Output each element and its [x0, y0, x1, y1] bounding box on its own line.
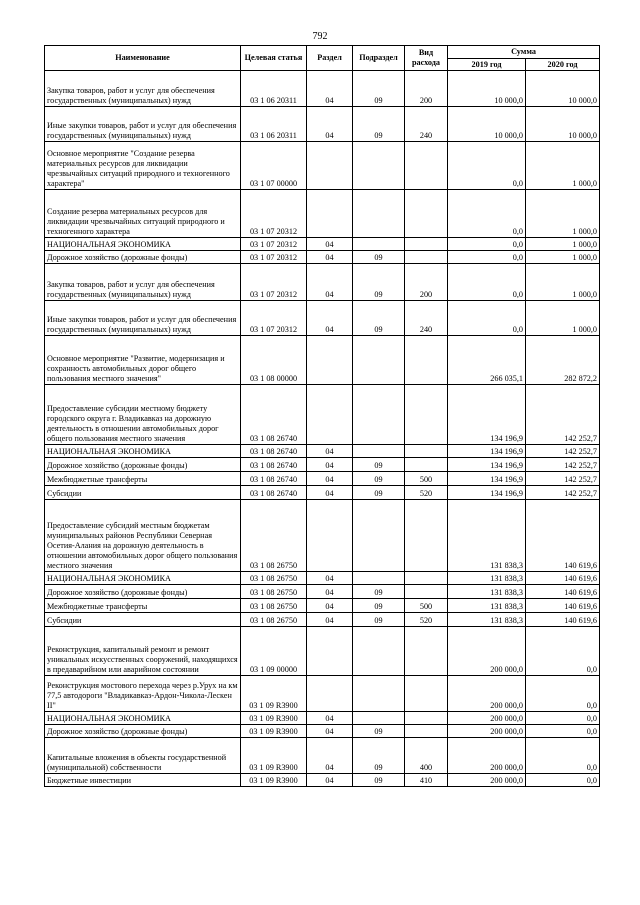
cell-name: Закупка товаров, работ и услуг для обеспечения государственных (муниципальных) нужд — [45, 264, 241, 301]
cell-sum-2020: 0,0 — [526, 738, 600, 774]
cell-subsection: 09 — [353, 585, 405, 599]
cell-expense-type — [405, 251, 448, 264]
cell-name: Межбюджетные трансферты — [45, 472, 241, 486]
cell-sum-2020: 142 252,7 — [526, 385, 600, 445]
cell-expense-type: 520 — [405, 486, 448, 500]
table-row — [45, 301, 600, 336]
cell-subsection: 09 — [353, 301, 405, 336]
table-row — [45, 238, 600, 251]
table-row — [45, 190, 600, 238]
cell-name: Иные закупки товаров, работ и услуг для обеспечения государственных (муниципальных) нужд — [45, 301, 241, 336]
cell-sum-2019: 10 000,0 — [448, 107, 526, 142]
cell-expense-type: 410 — [405, 774, 448, 787]
cell-subsection — [353, 627, 405, 676]
cell-subsection: 09 — [353, 738, 405, 774]
cell-section: 04 — [307, 486, 353, 500]
cell-expense-type — [405, 190, 448, 238]
cell-section: 04 — [307, 458, 353, 472]
cell-target-code: 03 1 09 00000 — [241, 627, 307, 676]
table-row — [45, 336, 600, 385]
cell-section: 04 — [307, 725, 353, 738]
cell-sum-2020: 1 000,0 — [526, 142, 600, 190]
cell-sum-2019: 0,0 — [448, 238, 526, 251]
cell-sum-2019: 131 838,3 — [448, 585, 526, 599]
cell-sum-2019: 131 838,3 — [448, 599, 526, 613]
page-number: 792 — [312, 31, 328, 42]
cell-section: 04 — [307, 71, 353, 107]
cell-name: Предоставление субсидий местным бюджетам муниципальных районов Республики Северная Осетия-Алания на дорожную деятельность в отношении автомобильных дорог общего пользования местного значения — [45, 500, 241, 572]
header-sum: Сумма — [448, 46, 600, 59]
cell-name: Реконструкция, капитальный ремонт и ремонт уникальных искусственных сооружений, находящихся в предаварийном или аварийном состоянии — [45, 627, 241, 676]
cell-subsection — [353, 500, 405, 572]
cell-target-code: 03 1 08 26740 — [241, 445, 307, 458]
cell-target-code: 03 1 09 R3900 — [241, 712, 307, 725]
cell-target-code: 03 1 07 20312 — [241, 264, 307, 301]
table-row — [45, 572, 600, 585]
cell-subsection — [353, 190, 405, 238]
table-row — [45, 264, 600, 301]
cell-expense-type — [405, 585, 448, 599]
table-row — [45, 486, 600, 500]
cell-expense-type — [405, 238, 448, 251]
cell-section: 04 — [307, 251, 353, 264]
cell-section — [307, 336, 353, 385]
cell-target-code: 03 1 08 26750 — [241, 599, 307, 613]
cell-sum-2019: 134 196,9 — [448, 486, 526, 500]
cell-expense-type — [405, 712, 448, 725]
cell-sum-2020: 140 619,6 — [526, 572, 600, 585]
cell-sum-2020: 142 252,7 — [526, 458, 600, 472]
table-header — [45, 46, 600, 71]
cell-expense-type — [405, 385, 448, 445]
cell-sum-2019: 0,0 — [448, 251, 526, 264]
cell-expense-type — [405, 627, 448, 676]
cell-target-code: 03 1 08 26750 — [241, 500, 307, 572]
cell-sum-2020: 1 000,0 — [526, 251, 600, 264]
cell-sum-2020: 10 000,0 — [526, 107, 600, 142]
cell-subsection: 09 — [353, 458, 405, 472]
cell-target-code: 03 1 09 R3900 — [241, 676, 307, 712]
header-year-2019: 2019 год — [448, 59, 526, 71]
cell-subsection: 09 — [353, 725, 405, 738]
cell-expense-type — [405, 458, 448, 472]
cell-subsection: 09 — [353, 599, 405, 613]
cell-section: 04 — [307, 572, 353, 585]
cell-sum-2019: 134 196,9 — [448, 385, 526, 445]
cell-expense-type — [405, 445, 448, 458]
cell-subsection: 09 — [353, 264, 405, 301]
table-row — [45, 472, 600, 486]
cell-name: Основное мероприятие "Создание резерва материальных ресурсов для ликвидации чрезвычайных ситуаций природного и техногенного характера" — [45, 142, 241, 190]
table-row — [45, 599, 600, 613]
cell-name: Основное мероприятие "Развитие, модернизация и сохранность автомобильных дорог общего пользования местного значения" — [45, 336, 241, 385]
cell-section — [307, 676, 353, 712]
cell-name: НАЦИОНАЛЬНАЯ ЭКОНОМИКА — [45, 572, 241, 585]
cell-name: НАЦИОНАЛЬНАЯ ЭКОНОМИКА — [45, 712, 241, 725]
cell-expense-type: 500 — [405, 472, 448, 486]
cell-subsection — [353, 142, 405, 190]
cell-subsection: 09 — [353, 486, 405, 500]
cell-name: НАЦИОНАЛЬНАЯ ЭКОНОМИКА — [45, 238, 241, 251]
cell-name: Дорожное хозяйство (дорожные фонды) — [45, 251, 241, 264]
table-row — [45, 458, 600, 472]
cell-section — [307, 385, 353, 445]
cell-sum-2020: 0,0 — [526, 712, 600, 725]
table-row — [45, 627, 600, 676]
header-target: Целевая статья — [241, 46, 307, 71]
cell-sum-2020: 0,0 — [526, 774, 600, 787]
cell-sum-2020: 1 000,0 — [526, 264, 600, 301]
header-year-2020: 2020 год — [526, 59, 600, 71]
cell-sum-2020: 140 619,6 — [526, 585, 600, 599]
table-row — [45, 251, 600, 264]
cell-target-code: 03 1 09 R3900 — [241, 738, 307, 774]
cell-section: 04 — [307, 585, 353, 599]
cell-section — [307, 500, 353, 572]
cell-sum-2019: 134 196,9 — [448, 472, 526, 486]
cell-section: 04 — [307, 445, 353, 458]
cell-sum-2020: 1 000,0 — [526, 301, 600, 336]
cell-name: Предоставление субсидии местному бюджету городского округа г. Владикавказ на дорожную деятельность в отношении автомобильных дорог общего пользования местного значения — [45, 385, 241, 445]
table-row — [45, 585, 600, 599]
cell-sum-2019: 0,0 — [448, 264, 526, 301]
cell-sum-2019: 131 838,3 — [448, 572, 526, 585]
cell-target-code: 03 1 06 20311 — [241, 71, 307, 107]
cell-section — [307, 190, 353, 238]
cell-sum-2019: 0,0 — [448, 190, 526, 238]
cell-section: 04 — [307, 264, 353, 301]
cell-sum-2019: 200 000,0 — [448, 774, 526, 787]
table-row — [45, 500, 600, 572]
cell-subsection: 09 — [353, 107, 405, 142]
header-name: Наименование — [45, 46, 241, 71]
cell-name: Закупка товаров, работ и услуг для обеспечения государственных (муниципальных) нужд — [45, 71, 241, 107]
cell-sum-2020: 140 619,6 — [526, 613, 600, 627]
cell-name: Реконструкция мостового перехода через р.Урух на км 77,5 автодороги "Владикавказ-Ардон-Чикола-Лескен II" — [45, 676, 241, 712]
cell-subsection — [353, 712, 405, 725]
table-row — [45, 725, 600, 738]
cell-subsection — [353, 238, 405, 251]
cell-section — [307, 627, 353, 676]
cell-expense-type: 520 — [405, 613, 448, 627]
cell-expense-type — [405, 725, 448, 738]
cell-target-code: 03 1 07 20312 — [241, 251, 307, 264]
cell-expense-type — [405, 500, 448, 572]
cell-name: НАЦИОНАЛЬНАЯ ЭКОНОМИКА — [45, 445, 241, 458]
cell-sum-2019: 200 000,0 — [448, 627, 526, 676]
header-section: Раздел — [307, 46, 353, 71]
table-row — [45, 738, 600, 774]
cell-section: 04 — [307, 238, 353, 251]
cell-expense-type: 240 — [405, 107, 448, 142]
cell-target-code: 03 1 07 20312 — [241, 301, 307, 336]
cell-subsection — [353, 385, 405, 445]
cell-sum-2019: 0,0 — [448, 301, 526, 336]
cell-sum-2020: 282 872,2 — [526, 336, 600, 385]
cell-target-code: 03 1 08 26740 — [241, 486, 307, 500]
cell-name: Субсидии — [45, 613, 241, 627]
table-row — [45, 445, 600, 458]
cell-subsection: 09 — [353, 613, 405, 627]
cell-sum-2019: 134 196,9 — [448, 445, 526, 458]
cell-expense-type — [405, 336, 448, 385]
cell-target-code: 03 1 08 26750 — [241, 613, 307, 627]
cell-subsection: 09 — [353, 71, 405, 107]
cell-section: 04 — [307, 613, 353, 627]
cell-target-code: 03 1 08 26740 — [241, 472, 307, 486]
cell-sum-2020: 1 000,0 — [526, 238, 600, 251]
cell-expense-type: 240 — [405, 301, 448, 336]
cell-subsection: 09 — [353, 472, 405, 486]
cell-section: 04 — [307, 301, 353, 336]
cell-sum-2020: 0,0 — [526, 676, 600, 712]
header-expense-type: Вид расхода — [405, 46, 448, 71]
cell-sum-2019: 200 000,0 — [448, 712, 526, 725]
cell-sum-2020: 1 000,0 — [526, 190, 600, 238]
cell-section: 04 — [307, 599, 353, 613]
cell-expense-type: 200 — [405, 264, 448, 301]
cell-target-code: 03 1 06 20311 — [241, 107, 307, 142]
cell-sum-2020: 0,0 — [526, 627, 600, 676]
table-row — [45, 774, 600, 787]
cell-subsection — [353, 572, 405, 585]
cell-expense-type — [405, 676, 448, 712]
table-row — [45, 676, 600, 712]
cell-sum-2019: 134 196,9 — [448, 458, 526, 472]
cell-target-code: 03 1 07 20312 — [241, 238, 307, 251]
cell-sum-2020: 140 619,6 — [526, 500, 600, 572]
cell-section: 04 — [307, 472, 353, 486]
cell-name: Капитальные вложения в объекты государственной (муниципальной) собственности — [45, 738, 241, 774]
cell-target-code: 03 1 07 00000 — [241, 142, 307, 190]
cell-name: Дорожное хозяйство (дорожные фонды) — [45, 725, 241, 738]
table-row — [45, 712, 600, 725]
cell-sum-2019: 0,0 — [448, 142, 526, 190]
cell-expense-type — [405, 572, 448, 585]
cell-expense-type: 400 — [405, 738, 448, 774]
cell-sum-2019: 10 000,0 — [448, 71, 526, 107]
cell-sum-2020: 142 252,7 — [526, 472, 600, 486]
cell-sum-2020: 10 000,0 — [526, 71, 600, 107]
cell-expense-type: 500 — [405, 599, 448, 613]
cell-target-code: 03 1 08 26740 — [241, 458, 307, 472]
cell-sum-2019: 200 000,0 — [448, 676, 526, 712]
cell-subsection: 09 — [353, 251, 405, 264]
cell-sum-2019: 200 000,0 — [448, 738, 526, 774]
cell-section: 04 — [307, 107, 353, 142]
cell-subsection — [353, 676, 405, 712]
cell-sum-2019: 131 838,3 — [448, 500, 526, 572]
table-row — [45, 142, 600, 190]
cell-sum-2020: 0,0 — [526, 725, 600, 738]
table-row — [45, 71, 600, 107]
cell-section: 04 — [307, 738, 353, 774]
table-row — [45, 613, 600, 627]
cell-name: Межбюджетные трансферты — [45, 599, 241, 613]
cell-target-code: 03 1 08 26750 — [241, 585, 307, 599]
cell-subsection — [353, 445, 405, 458]
cell-sum-2020: 142 252,7 — [526, 445, 600, 458]
cell-expense-type: 200 — [405, 71, 448, 107]
cell-sum-2020: 140 619,6 — [526, 599, 600, 613]
cell-target-code: 03 1 08 00000 — [241, 336, 307, 385]
cell-target-code: 03 1 08 26740 — [241, 385, 307, 445]
table-row — [45, 385, 600, 445]
cell-section: 04 — [307, 712, 353, 725]
cell-name: Дорожное хозяйство (дорожные фонды) — [45, 585, 241, 599]
cell-target-code: 03 1 09 R3900 — [241, 725, 307, 738]
table-body — [45, 71, 600, 787]
cell-name: Бюджетные инвестиции — [45, 774, 241, 787]
cell-sum-2019: 266 035,1 — [448, 336, 526, 385]
cell-subsection — [353, 336, 405, 385]
cell-name: Дорожное хозяйство (дорожные фонды) — [45, 458, 241, 472]
cell-name: Иные закупки товаров, работ и услуг для обеспечения государственных (муниципальных) нужд — [45, 107, 241, 142]
cell-section — [307, 142, 353, 190]
header-subsection: Подраздел — [353, 46, 405, 71]
cell-name: Создание резерва материальных ресурсов для ликвидации чрезвычайных ситуаций природного и техногенного характера — [45, 190, 241, 238]
cell-target-code: 03 1 07 20312 — [241, 190, 307, 238]
cell-sum-2020: 142 252,7 — [526, 486, 600, 500]
cell-sum-2019: 131 838,3 — [448, 613, 526, 627]
cell-subsection: 09 — [353, 774, 405, 787]
cell-name: Субсидии — [45, 486, 241, 500]
cell-sum-2019: 200 000,0 — [448, 725, 526, 738]
cell-expense-type — [405, 142, 448, 190]
budget-table — [44, 45, 600, 787]
cell-target-code: 03 1 08 26750 — [241, 572, 307, 585]
table-row — [45, 107, 600, 142]
cell-target-code: 03 1 09 R3900 — [241, 774, 307, 787]
cell-section: 04 — [307, 774, 353, 787]
